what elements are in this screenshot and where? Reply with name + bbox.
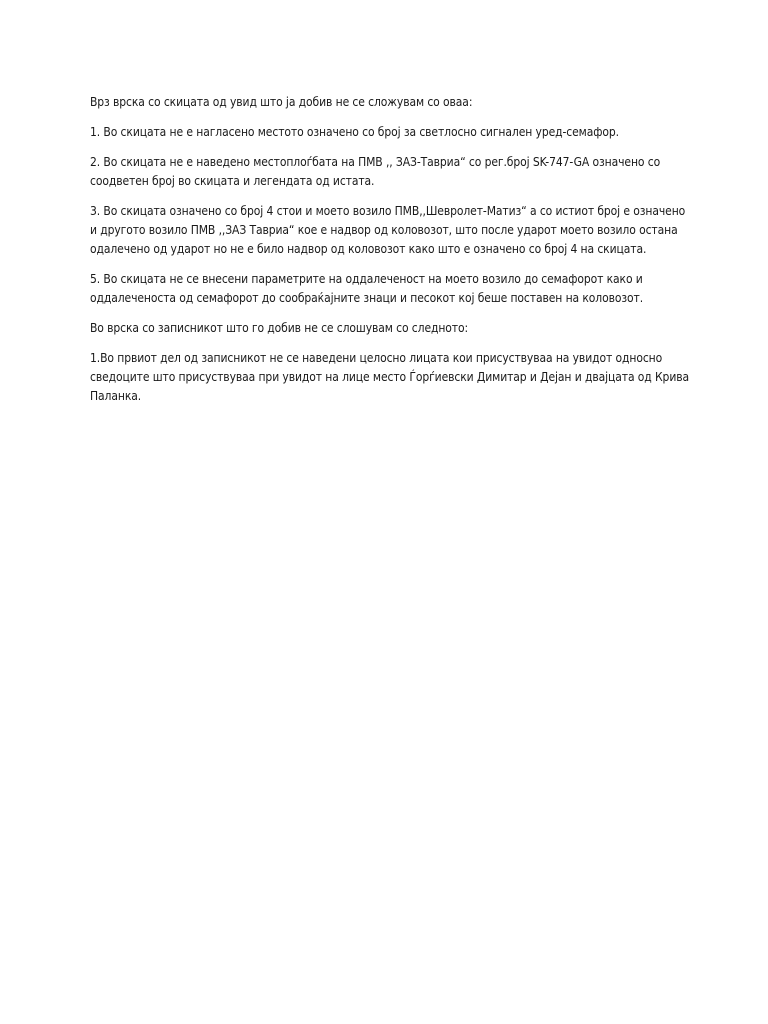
sketch-item-5: 5. Во скицата не се внесени параметрите на оддалеченост на моето возило до семафорот како и оддалеченоста од семафорот до сообраќајните знаци и песокот кој беше поставен на коловозот.	[90, 272, 644, 305]
sketch-item-2: 2. Во скицата не е наведено местоплоѓбата на ПМВ ,, ЗАЗ-Тавриа“ со рег.број SK-747-GA означено со соодветен број во скицата и легендата од истата.	[90, 155, 661, 188]
sketch-item-3: 3. Во скицата означено со број 4 стои и моето возило ПМВ,,Шевролет-Матиз“ а со истиот број е означено и другото возило ПМВ ,,ЗАЗ Тавриа“ кое е надвор од коловозот, што после ударот моето возило остана одалечено од ударот но не е било надвор од коловозот како што е означено со број 4 на скицата.	[90, 204, 686, 256]
sketch-item-1: 1. Во скицата не е нагласено местото означено со број за светлосно сигнален уред-семафор.	[90, 125, 619, 139]
document-body	[90, 93, 690, 417]
record-intro-paragraph: Во врска со записникот што го добив не се слошувам со следното:	[90, 321, 469, 335]
intro-paragraph: Врз врска со скицата од увид што ја добив не се сложувам со оваа:	[90, 95, 473, 109]
record-item-1: 1.Во првиот дел од записникот не се наведени целосно лицата кои присуствуваа на увидот односно сведоците што присуствуваа при увидот на лице место Ѓорѓиевски Димитар и Дејан и двајцата од Крива Паланка.	[90, 351, 690, 403]
